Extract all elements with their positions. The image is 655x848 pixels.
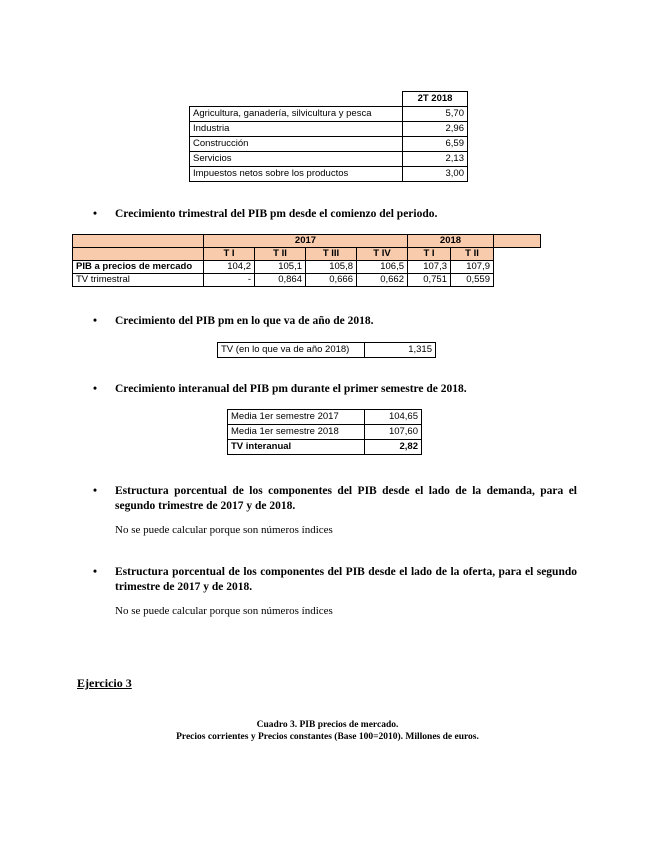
- cell-value: 104,2: [204, 261, 255, 274]
- cell-value: 106,5: [357, 261, 408, 274]
- bullet-icon: •: [93, 383, 98, 395]
- row-value: 5,70: [403, 107, 468, 122]
- cell-value: 0,751: [408, 274, 451, 287]
- cell-value: 0,666: [306, 274, 357, 287]
- table-row: [190, 167, 468, 182]
- blank-header-cell: [190, 92, 403, 107]
- row-label: Impuestos netos sobre los productos: [190, 167, 403, 182]
- table-row: [228, 425, 422, 440]
- quarter-header: T I: [204, 248, 255, 261]
- quarter-header: T IV: [357, 248, 408, 261]
- row-label: Media 1er semestre 2018: [228, 425, 365, 440]
- blank-header-cell: [73, 248, 204, 261]
- table-row: [73, 274, 541, 287]
- quarterly-gdp-table: [72, 234, 541, 287]
- cell-value: 107,9: [451, 261, 494, 274]
- caption-line: Cuadro 3. PIB precios de mercado.: [256, 720, 399, 730]
- cell-value: 107,3: [408, 261, 451, 274]
- bullet-icon: •: [93, 208, 98, 220]
- year-header: 2018: [408, 235, 494, 248]
- table-row: [228, 410, 422, 425]
- row-label: Construcción: [190, 137, 403, 152]
- row-label: Servicios: [190, 152, 403, 167]
- blank-cell: [494, 248, 541, 261]
- table-row: [190, 152, 468, 167]
- ytd-growth-table: [217, 342, 436, 358]
- year-header: 2017: [204, 235, 408, 248]
- row-value: 104,65: [365, 410, 422, 425]
- section-title-text: Crecimiento interanual del PIB pm durante el primer semestre de 2018.: [115, 383, 467, 395]
- table-row: [218, 343, 436, 358]
- cell-value: 0,662: [357, 274, 408, 287]
- row-value: 1,315: [365, 343, 436, 358]
- cell-value: 0,559: [451, 274, 494, 287]
- section-title-supply-structure: [93, 565, 577, 595]
- section-title-text: Estructura porcentual de los componentes del PIB desde el lado de la oferta, para el segundo trimestre de 2017 y de 2018.: [115, 566, 577, 593]
- quarter-header: T I: [408, 248, 451, 261]
- blank-header-cell: [494, 235, 541, 248]
- cell-value: 105,1: [255, 261, 306, 274]
- quarter-header: T II: [255, 248, 306, 261]
- quarter-header: T III: [306, 248, 357, 261]
- section-title-text: Estructura porcentual de los componentes del PIB desde el lado de la demanda, para el segundo trimestre de 2017 y de 2018.: [115, 485, 577, 512]
- blank-cell: [494, 261, 541, 274]
- bullet-icon: •: [93, 315, 98, 327]
- table-caption: [0, 719, 655, 743]
- section-title-text: Crecimiento del PIB pm en lo que va de año de 2018.: [115, 315, 374, 327]
- row-value: 3,00: [403, 167, 468, 182]
- row-label: TV (en lo que va de año 2018): [218, 343, 365, 358]
- table-row: [190, 107, 468, 122]
- column-header: 2T 2018: [403, 92, 468, 107]
- row-value: 2,96: [403, 122, 468, 137]
- row-label: TV trimestral: [73, 274, 204, 287]
- row-value: 107,60: [365, 425, 422, 440]
- section-title-text: Crecimiento trimestral del PIB pm desde el comienzo del periodo.: [115, 208, 438, 220]
- blank-cell: [494, 274, 541, 287]
- bullet-icon: •: [93, 485, 98, 497]
- section-title-quarterly-growth: [93, 208, 438, 220]
- section-note: No se puede calcular porque son números índices: [115, 524, 333, 536]
- table-row: [73, 261, 541, 274]
- table-row: [190, 137, 468, 152]
- row-label: TV interanual: [228, 440, 365, 455]
- sector-growth-table: [189, 91, 468, 182]
- section-title-ytd-growth: [93, 315, 374, 327]
- caption-line: Precios corrientes y Precios constantes (Base 100=2010). Millones de euros.: [176, 732, 479, 742]
- row-label: Agricultura, ganadería, silvicultura y pesca: [190, 107, 403, 122]
- bullet-icon: •: [93, 566, 98, 578]
- row-label: Media 1er semestre 2017: [228, 410, 365, 425]
- section-note: No se puede calcular porque son números índices: [115, 605, 333, 617]
- row-value: 6,59: [403, 137, 468, 152]
- row-label: Industria: [190, 122, 403, 137]
- section-title-yoy-growth: [93, 383, 467, 395]
- table-row: [190, 122, 468, 137]
- blank-header-cell: [73, 235, 204, 248]
- cell-value: 0,864: [255, 274, 306, 287]
- row-value: 2,82: [365, 440, 422, 455]
- yoy-growth-table: [227, 409, 422, 455]
- row-label: PIB a precios de mercado: [73, 261, 204, 274]
- section-title-demand-structure: [93, 484, 577, 514]
- table-row: [228, 440, 422, 455]
- cell-value: -: [204, 274, 255, 287]
- cell-value: 105,8: [306, 261, 357, 274]
- row-value: 2,13: [403, 152, 468, 167]
- quarter-header: T II: [451, 248, 494, 261]
- exercise-title: Ejercicio 3: [77, 676, 132, 690]
